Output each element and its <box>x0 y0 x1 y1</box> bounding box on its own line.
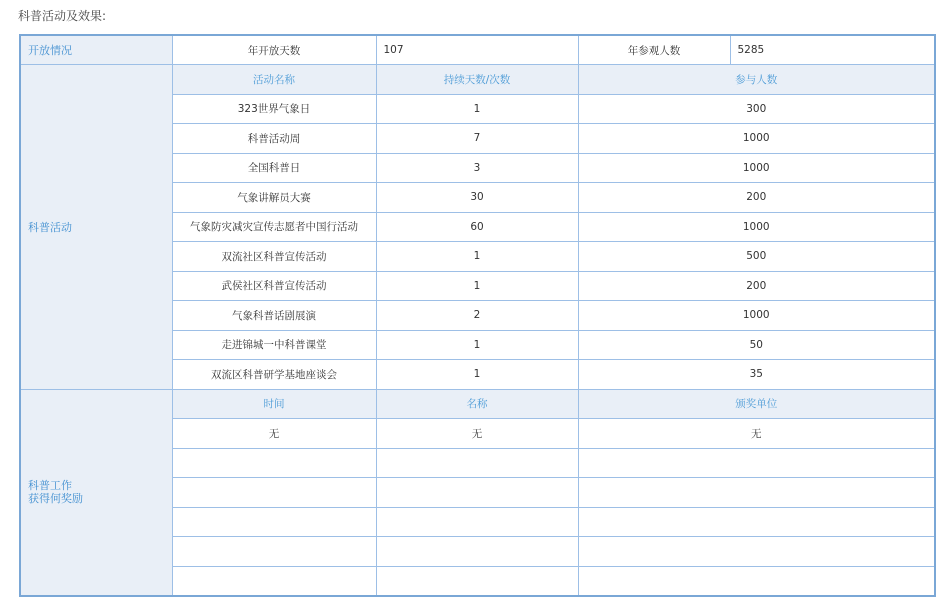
empty-cell <box>172 448 376 478</box>
activity-duration: 1 <box>376 94 578 124</box>
empty-cell <box>376 478 578 508</box>
activity-duration: 1 <box>376 242 578 272</box>
empty-cell <box>578 478 935 508</box>
empty-cell <box>578 448 935 478</box>
col-header-award-name: 名称 <box>376 389 578 419</box>
col-header-award-time: 时间 <box>172 389 376 419</box>
activity-name: 走进锦城一中科普课堂 <box>172 330 376 360</box>
open-info-label: 开放情况 <box>20 35 172 65</box>
activity-name: 气象防灾减灾宣传志愿者中国行活动 <box>172 212 376 242</box>
activity-name: 双流社区科普宣传活动 <box>172 242 376 272</box>
visitors-label: 年参观人数 <box>578 35 730 65</box>
activity-participants: 300 <box>578 94 935 124</box>
activity-participants: 200 <box>578 183 935 213</box>
col-header-duration: 持续天数/次数 <box>376 65 578 95</box>
activity-participants: 200 <box>578 271 935 301</box>
activity-participants: 1000 <box>578 212 935 242</box>
activity-name: 全国科普日 <box>172 153 376 183</box>
empty-cell <box>376 507 578 537</box>
activity-duration: 7 <box>376 124 578 154</box>
activity-duration: 30 <box>376 183 578 213</box>
activities-label: 科普活动 <box>20 65 172 390</box>
col-header-award-issuer: 颁奖单位 <box>578 389 935 419</box>
empty-cell <box>172 537 376 567</box>
activity-duration: 1 <box>376 271 578 301</box>
col-header-participants: 参与人数 <box>578 65 935 95</box>
activity-participants: 50 <box>578 330 935 360</box>
activity-name: 科普活动周 <box>172 124 376 154</box>
empty-cell <box>172 507 376 537</box>
empty-cell <box>376 537 578 567</box>
award-issuer: 无 <box>578 419 935 449</box>
awards-label-line1: 科普工作 <box>28 479 72 492</box>
open-info-row <box>20 35 935 65</box>
activity-name: 气象科普话剧展演 <box>172 301 376 331</box>
awards-header-row <box>20 389 935 419</box>
activity-name: 双流区科普研学基地座谈会 <box>172 360 376 390</box>
empty-cell <box>578 537 935 567</box>
awards-label-line2: 获得何奖励 <box>28 492 83 505</box>
activity-duration: 1 <box>376 330 578 360</box>
activity-participants: 1000 <box>578 153 935 183</box>
activity-duration: 1 <box>376 360 578 390</box>
award-name: 无 <box>376 419 578 449</box>
empty-cell <box>172 478 376 508</box>
activity-name: 武侯社区科普宣传活动 <box>172 271 376 301</box>
empty-cell <box>578 566 935 596</box>
science-activity-table <box>19 34 936 597</box>
section-caption: 科普活动及效果: <box>18 9 107 23</box>
activity-duration: 60 <box>376 212 578 242</box>
empty-cell <box>172 566 376 596</box>
activity-duration: 3 <box>376 153 578 183</box>
empty-cell <box>376 566 578 596</box>
open-days-label: 年开放天数 <box>172 35 376 65</box>
empty-cell <box>578 507 935 537</box>
activity-participants: 35 <box>578 360 935 390</box>
awards-label <box>20 389 172 596</box>
visitors-value: 5285 <box>730 35 935 65</box>
open-days-value: 107 <box>376 35 578 65</box>
empty-cell <box>376 448 578 478</box>
activity-name: 气象讲解员大赛 <box>172 183 376 213</box>
col-header-activity-name: 活动名称 <box>172 65 376 95</box>
activity-participants: 500 <box>578 242 935 272</box>
activity-name: 323世界气象日 <box>172 94 376 124</box>
award-time: 无 <box>172 419 376 449</box>
activity-participants: 1000 <box>578 301 935 331</box>
activity-participants: 1000 <box>578 124 935 154</box>
activities-header-row <box>20 65 935 95</box>
activity-duration: 2 <box>376 301 578 331</box>
